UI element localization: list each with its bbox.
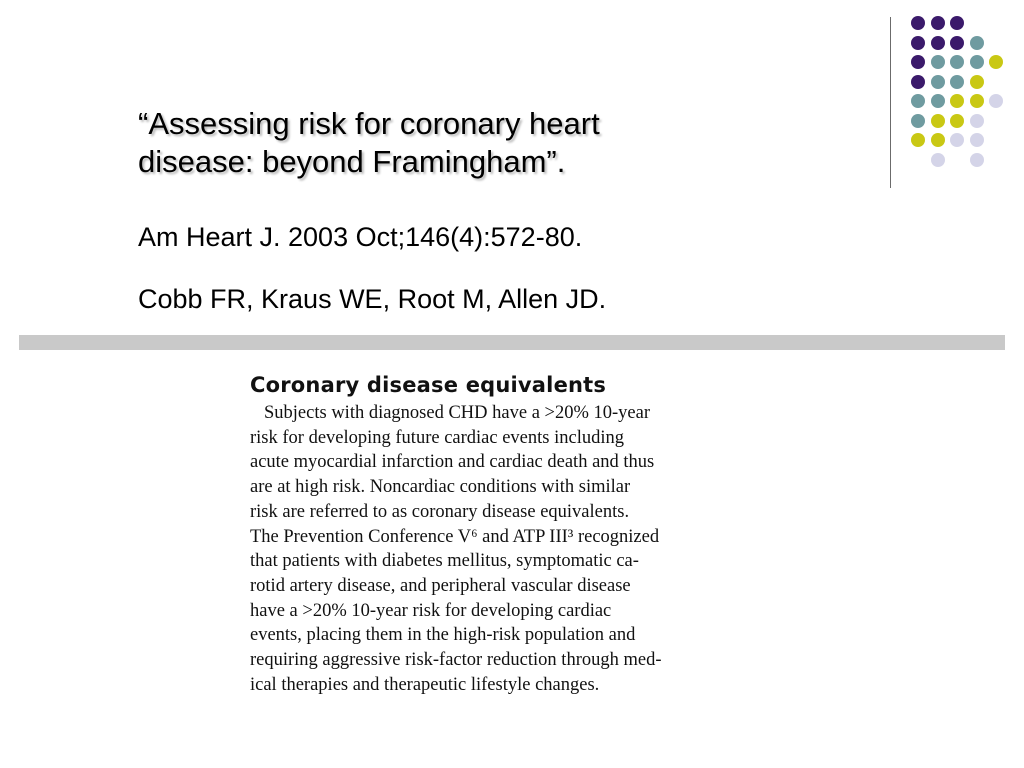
journal-citation: Am Heart J. 2003 Oct;146(4):572-80. <box>138 222 583 252</box>
decorative-dot <box>950 55 964 69</box>
decorative-dot <box>970 133 984 147</box>
slide-title-line-2: disease: beyond Framingham”. <box>138 144 566 179</box>
decorative-dot <box>911 36 925 50</box>
excerpt-line: rotid artery disease, and peripheral vascular disease <box>250 575 631 596</box>
excerpt-line: risk for developing future cardiac events including <box>250 427 624 448</box>
excerpt-line: Subjects with diagnosed CHD have a >20% 10-year <box>264 403 650 423</box>
decorative-dot <box>950 16 964 30</box>
decorative-vertical-rule <box>890 17 891 188</box>
excerpt-body <box>250 401 750 697</box>
decorative-dot <box>950 94 964 108</box>
slide-title-line-1: “Assessing risk for coronary heart <box>138 106 600 141</box>
excerpt-line: acute myocardial infarction and cardiac death and thus <box>250 452 655 473</box>
decorative-dot <box>911 16 925 30</box>
decorative-dot <box>931 36 945 50</box>
horizontal-divider <box>19 335 1005 350</box>
decorative-dot <box>950 114 964 128</box>
excerpt-line: requiring aggressive risk-factor reduction through med- <box>250 650 662 671</box>
slide-title <box>138 105 838 181</box>
decorative-dot <box>931 114 945 128</box>
decorative-dot <box>931 55 945 69</box>
decorative-dot <box>950 36 964 50</box>
decorative-dot <box>970 36 984 50</box>
decorative-dot <box>989 55 1003 69</box>
decorative-dot <box>911 55 925 69</box>
decorative-dot <box>950 133 964 147</box>
excerpt-line: The Prevention Conference V⁶ and ATP III³ recognized <box>250 526 660 547</box>
decorative-dot <box>970 114 984 128</box>
decorative-dot <box>931 153 945 167</box>
author-list: Cobb FR, Kraus WE, Root M, Allen JD. <box>138 284 607 314</box>
decorative-dot <box>911 114 925 128</box>
decorative-dot <box>931 133 945 147</box>
excerpt-line: risk are referred to as coronary disease equivalents. <box>250 501 630 522</box>
decorative-dot <box>931 75 945 89</box>
decorative-dot <box>931 16 945 30</box>
decorative-dot <box>911 133 925 147</box>
decorative-dot <box>970 75 984 89</box>
excerpt-line: have a >20% 10-year risk for developing cardiac <box>250 600 612 621</box>
decorative-dot <box>950 75 964 89</box>
decorative-dot <box>970 153 984 167</box>
decorative-dot <box>989 94 1003 108</box>
excerpt-line: events, placing them in the high-risk population and <box>250 625 636 646</box>
excerpt-heading: Coronary disease equivalents <box>250 373 607 397</box>
excerpt-line: that patients with diabetes mellitus, symptomatic ca- <box>250 551 639 572</box>
decorative-dot <box>970 55 984 69</box>
excerpt-line: ical therapies and therapeutic lifestyle changes. <box>250 674 600 695</box>
article-excerpt <box>250 371 750 697</box>
decorative-dot <box>970 94 984 108</box>
decorative-dot <box>911 94 925 108</box>
excerpt-line: are at high risk. Noncardiac conditions with similar <box>250 477 631 498</box>
decorative-dot <box>931 94 945 108</box>
decorative-dot <box>911 75 925 89</box>
